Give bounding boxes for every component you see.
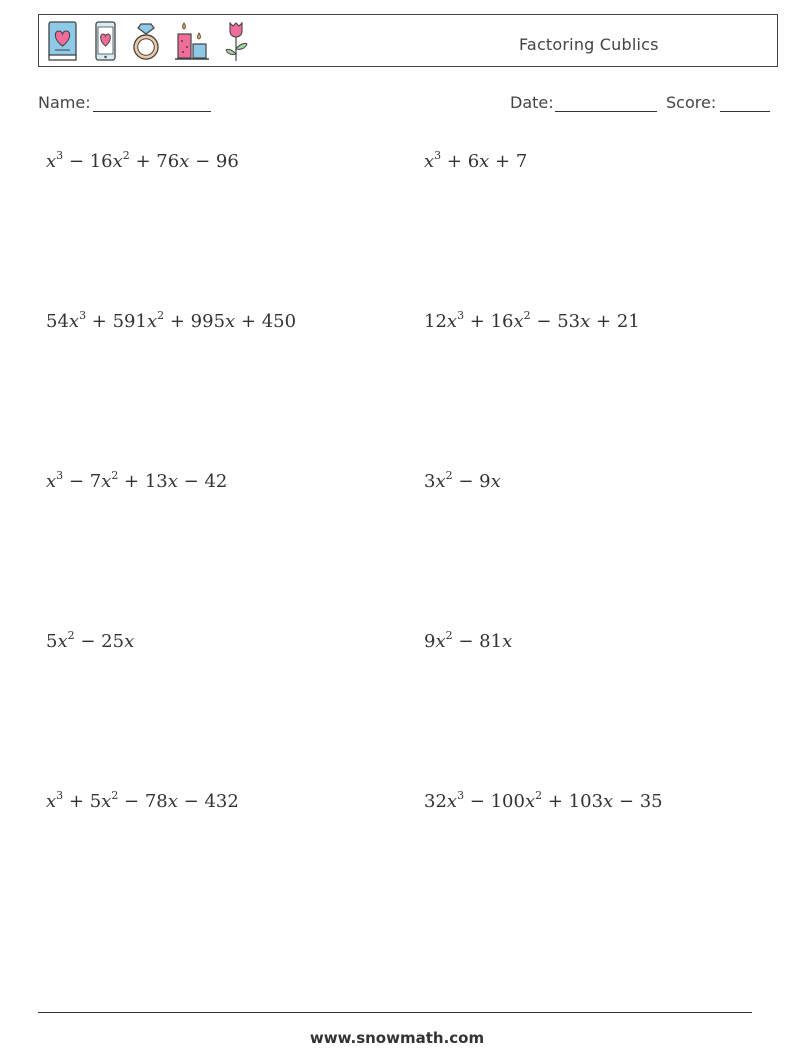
term-exponent: 3 (434, 149, 442, 162)
footer-divider (38, 1012, 752, 1013)
term-coefficient: + 76 (135, 151, 180, 172)
term-coefficient: + 6 (446, 151, 480, 172)
term-coefficient: − 35 (618, 791, 663, 812)
term-coefficient: − 42 (183, 471, 228, 492)
term-variable: x (446, 311, 458, 332)
term-coefficient: − 78 (124, 791, 168, 812)
term-exponent: 2 (157, 309, 165, 322)
term-variable: x (225, 311, 236, 332)
heart-book-icon (45, 19, 81, 63)
term-variable: x (167, 471, 178, 492)
term-coefficient: − 16 (68, 151, 113, 172)
term-variable: x (435, 471, 446, 492)
term-exponent: 2 (535, 789, 543, 802)
score-blank[interactable] (720, 111, 770, 112)
term-coefficient: + 13 (124, 471, 168, 492)
term-variable: x (124, 631, 135, 652)
term-exponent: 2 (523, 309, 531, 322)
term-variable: x (101, 791, 112, 812)
term-exponent: 2 (111, 789, 119, 802)
score-label: Score: (666, 93, 717, 112)
term-exponent: 3 (56, 789, 64, 802)
term-variable: x (179, 151, 190, 172)
term-coefficient: − 25 (80, 631, 125, 652)
term-variable: x (167, 791, 178, 812)
term-variable: x (57, 631, 68, 652)
term-exponent: 2 (445, 629, 453, 642)
problem-7 (46, 629, 135, 652)
term-variable: x (490, 471, 501, 492)
rose-icon (221, 19, 251, 63)
problem-5 (46, 469, 228, 492)
date-label: Date: (510, 93, 554, 112)
term-variable: x (446, 791, 458, 812)
term-variable: x (146, 311, 158, 332)
worksheet-title: Factoring Cublics (519, 35, 659, 54)
term-coefficient: − 81 (458, 631, 503, 652)
term-coefficient: 32 (424, 791, 447, 812)
name-label: Name: (38, 93, 91, 112)
term-variable: x (112, 151, 123, 172)
term-variable: x (435, 631, 446, 652)
term-coefficient: 3 (424, 471, 436, 492)
problem-4 (424, 309, 640, 332)
diamond-ring-icon (129, 19, 163, 63)
header-icons (45, 19, 251, 63)
term-coefficient: + 7 (495, 151, 528, 172)
term-coefficient: 5 (46, 631, 58, 652)
term-coefficient: + 5 (68, 791, 102, 812)
term-coefficient: + 591 (91, 311, 147, 332)
term-exponent: 3 (56, 149, 64, 162)
term-coefficient: − 7 (68, 471, 102, 492)
term-coefficient: 54 (46, 311, 69, 332)
term-exponent: 2 (445, 469, 453, 482)
term-variable: x (524, 791, 536, 812)
term-coefficient: − 100 (469, 791, 525, 812)
term-coefficient: + 21 (596, 311, 640, 332)
term-variable: x (424, 151, 435, 172)
term-coefficient: + 103 (547, 791, 604, 812)
term-coefficient: − 432 (183, 791, 239, 812)
term-exponent: 2 (122, 149, 130, 162)
problem-1 (46, 149, 239, 172)
term-coefficient: − 9 (458, 471, 491, 492)
term-coefficient: 12 (424, 311, 447, 332)
candles-icon (172, 19, 212, 63)
phone-heart-icon (90, 19, 120, 63)
problem-10 (424, 789, 663, 812)
problem-8 (424, 629, 513, 652)
term-exponent: 2 (111, 469, 119, 482)
term-variable: x (502, 631, 513, 652)
name-blank[interactable] (93, 111, 211, 112)
term-exponent: 3 (79, 309, 87, 322)
term-variable: x (479, 151, 490, 172)
info-row (38, 93, 770, 115)
term-exponent: 2 (67, 629, 75, 642)
term-variable: x (603, 791, 614, 812)
term-coefficient: − 53 (536, 311, 581, 332)
term-variable: x (46, 151, 57, 172)
header-box (38, 14, 778, 67)
term-exponent: 3 (56, 469, 64, 482)
problem-3 (46, 309, 297, 332)
problem-2 (424, 149, 528, 172)
term-coefficient: 9 (424, 631, 436, 652)
term-coefficient: + 995 (169, 311, 226, 332)
term-coefficient: − 96 (195, 151, 239, 172)
problem-9 (46, 789, 239, 812)
term-variable: x (101, 471, 112, 492)
footer-site: www.snowmath.com (309, 1029, 485, 1047)
problem-6 (424, 469, 501, 492)
term-variable: x (68, 311, 80, 332)
term-coefficient: + 450 (240, 311, 297, 332)
term-variable: x (580, 311, 591, 332)
term-coefficient: + 16 (469, 311, 514, 332)
term-variable: x (513, 311, 524, 332)
term-exponent: 3 (457, 309, 465, 322)
term-variable: x (46, 471, 57, 492)
date-blank[interactable] (555, 111, 657, 112)
term-variable: x (46, 791, 57, 812)
term-exponent: 3 (457, 789, 465, 802)
